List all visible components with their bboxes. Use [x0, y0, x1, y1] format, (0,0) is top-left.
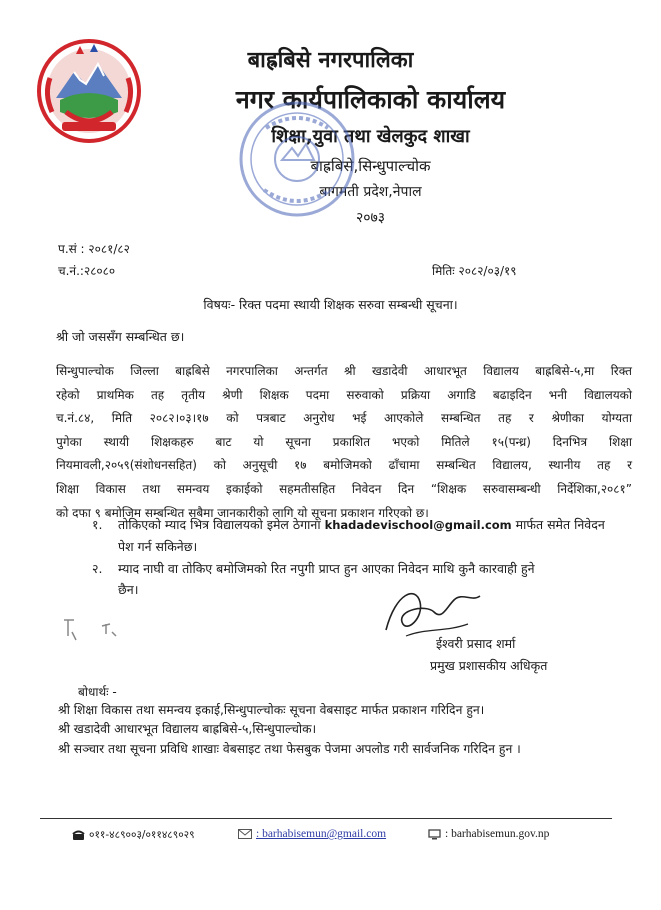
list-item-text: पेश गर्न सकिनेछ।: [118, 539, 198, 554]
salutation: श्री जो जससँग सम्बन्धित छ।: [56, 329, 185, 344]
cc-item: श्री शिक्षा विकास तथा समन्वय इकाई,सिन्धुपाल्चोकः सूचना वेबसाइट मार्फत प्रकाशन गरिदिन हुन।: [58, 703, 485, 717]
signer-title: प्रमुख प्रशासकीय अधिकृत: [430, 658, 548, 673]
list-item-number: १.: [92, 517, 103, 532]
footer-website: [428, 828, 549, 840]
document-date: मितिः २०८२/०३/१९: [432, 264, 517, 278]
signature-icon: [376, 582, 486, 642]
office-location: बाह्रबिसे,सिन्धुपाल्चोक: [310, 157, 431, 175]
list-item: [92, 514, 632, 557]
established-year: २०७३: [355, 210, 386, 226]
body-line: पुगेका स्थायी शिक्षकहरु बाट यो सूचना प्रकाशित भएको मितिले १५(पन्ध्र) दिनभित्र शिक्षा: [56, 434, 632, 449]
office-name: नगर कार्यपालिकाको कार्यालय: [235, 85, 506, 114]
list-item-number: २.: [92, 561, 103, 576]
phone-icon: [72, 830, 85, 841]
section-name: शिक्षा,युवा तथा खेलकुद शाखा: [271, 126, 470, 147]
municipality-name: बाह्रबिसे नगरपालिका: [247, 48, 414, 73]
footer-phone: [72, 828, 195, 842]
office-province: बागमती प्रदेश,नेपाल: [319, 184, 422, 200]
dispatch-number: च.नं.:२८०८०: [58, 264, 116, 278]
body-line: सिन्धुपाल्चोक जिल्ला बाह्रबिसे नगरपालिका अन्तर्गत श्री खडादेवी आधारभूत विद्यालय बाह्रबिसे-५,मा रिक्त: [56, 364, 632, 378]
cc-heading: बोधार्थः -: [78, 685, 117, 699]
list-item: [92, 558, 632, 600]
list-item-text: तोकिएको म्याद भित्र विद्यालयको इमेल ठेगाना: [118, 517, 325, 532]
school-email-link[interactable]: khadadevischool@gmail.com: [324, 518, 512, 532]
municipality-email-link[interactable]: : barhabisemun@gmail.com: [256, 828, 387, 840]
cc-item: श्री सञ्चार तथा सूचना प्रविधि शाखाः वेबसाइट तथा फेसबुक पेजमा अपलोड गरी सार्वजनिक गरिदिन हुन ।: [58, 742, 521, 756]
notice-subject: विषयः- रिक्त पदमा स्थायी शिक्षक सरुवा सम्बन्धी सूचना।: [203, 297, 458, 312]
notice-body: [56, 360, 632, 525]
phone-number: ०११-४८९००३/०११४८९०२९: [89, 829, 195, 841]
list-item-text: छैन।: [118, 582, 139, 597]
website-link[interactable]: : barhabisemun.gov.np: [445, 828, 550, 840]
signer-name: ईश्वरी प्रसाद शर्मा: [436, 636, 516, 651]
body-line: च.नं.८४, मिति २०८२।०३।१७ को पत्रबाट अनुरोध भई आएकोले सम्बन्धित तह र श्रेणीका योग्यता: [56, 411, 632, 426]
body-line: रहेको प्राथमिक तह तृतीय श्रेणी शिक्षक पदमा सरुवाको प्रक्रिया अगाडि बढाइदिन भनी विद्यालयको: [56, 387, 632, 402]
office-seal-icon: [236, 98, 358, 220]
body-line: शिक्षा विकास तथा समन्वय इकाईको सहमतीसहित निवेदन दिन “शिक्षक सरुवासम्बन्धी निर्देशिका,२०८१”: [56, 481, 632, 496]
stray-marks-icon: [62, 612, 142, 652]
computer-icon: [428, 829, 441, 840]
cc-item: श्री खडादेवी आधारभूत विद्यालय बाह्रबिसे-५,सिन्धुपाल्चोक।: [58, 722, 317, 736]
footer-divider: [40, 818, 612, 819]
body-line: नियमावली,२०५९(संशोधनसहित) को अनुसूची १७ बमोजिमको ढाँचामा सम्बन्धित विद्यालय, स्थानीय तह र: [56, 458, 632, 473]
reference-number: प.सं : २०८१/८२: [58, 242, 130, 256]
body-line: को दफा ९ बमोजिम सम्बन्धित सबैमा जानकारीको लागि यो सूचना प्रकाशन गरिएको छ।: [56, 505, 429, 520]
footer-email: [238, 828, 386, 840]
envelope-icon: [238, 829, 252, 839]
list-item-text: मार्फत समेत निवेदन: [511, 517, 605, 532]
list-item-text: म्याद नाघी वा तोकिए बमोजिमको रित नपुगी प्राप्त हुन आएका निवेदन माथि कुनै कारवाही हुने: [118, 561, 535, 576]
